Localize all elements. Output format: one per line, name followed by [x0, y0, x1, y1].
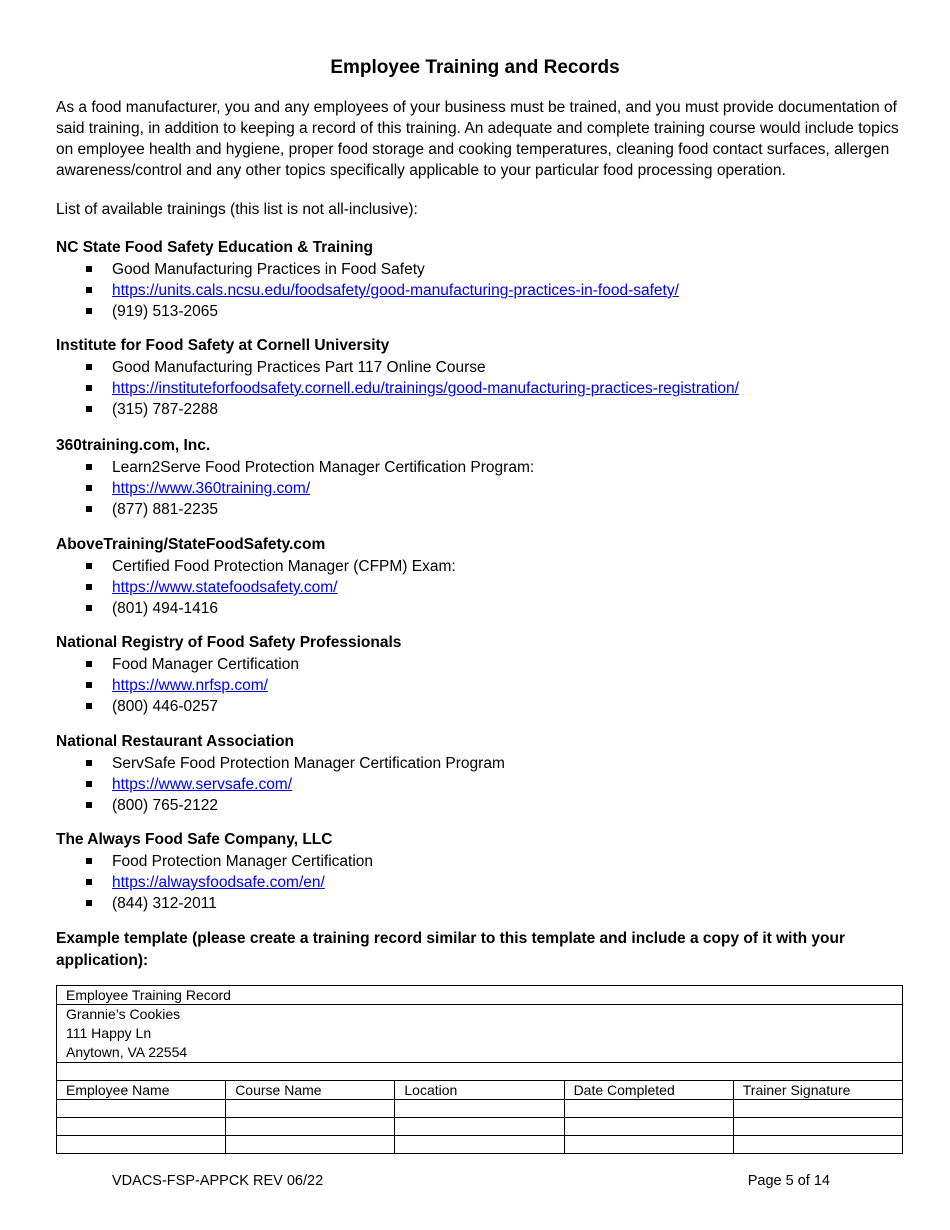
provider-name: NC State Food Safety Education & Training [56, 239, 373, 256]
column-header: Date Completed [564, 1081, 733, 1100]
list-item [56, 893, 906, 914]
column-header: Location [395, 1081, 564, 1100]
table-row [57, 1118, 903, 1136]
example-heading: Example template (please create a training record similar to this template and include a copy of it with your application): [56, 930, 845, 969]
table-cell [57, 1100, 226, 1118]
table-cell [395, 1136, 564, 1154]
form-id: VDACS-FSP-APPCK REV 06/22 [112, 1173, 324, 1189]
bullet-icon [86, 364, 92, 370]
table-cell [564, 1136, 733, 1154]
table-cell [733, 1118, 902, 1136]
course-name: Food Protection Manager Certification [112, 853, 374, 870]
intro-paragraph: As a food manufacturer, you and any employees of your business must be trained, and you must provide documentation of said training, in addition to keeping a record of this training. An adequate and complete training course would include topics on employee health and hygiene, proper food storage and cooking temperatures, cleaning food contact surfaces, allergen awareness/control and any other topics specifically applicable to your particular food processing operation. [56, 99, 899, 179]
bullet-icon [86, 506, 92, 512]
list-item [56, 577, 906, 598]
course-name: Certified Food Protection Manager (CFPM) Exam: [112, 558, 456, 575]
page-title: Employee Training and Records [330, 57, 620, 78]
provider-alwaysfoodsafe [56, 830, 906, 914]
training-record-table [56, 985, 903, 1154]
list-item [56, 774, 906, 795]
bullet-icon [86, 802, 92, 808]
list-item [56, 851, 906, 872]
business-name: Grannie’s Cookies [66, 1006, 181, 1022]
column-header: Trainer Signature [733, 1081, 902, 1100]
provider-servsafe [56, 732, 906, 816]
provider-link[interactable]: https://www.statefoodsafety.com/ [112, 579, 338, 596]
table-cell [57, 1136, 226, 1154]
provider-link[interactable]: https://www.servsafe.com/ [112, 776, 293, 793]
list-item [56, 598, 906, 619]
list-item [56, 280, 906, 301]
record-title: Employee Training Record [57, 986, 903, 1005]
bullet-icon [86, 682, 92, 688]
provider-name: Institute for Food Safety at Cornell University [56, 337, 390, 354]
bullet-icon [86, 266, 92, 272]
phone-number: (877) 881-2235 [112, 501, 218, 518]
list-item [56, 753, 906, 774]
bullet-icon [86, 858, 92, 864]
phone-number: (800) 765-2122 [112, 797, 218, 814]
bullet-icon [86, 385, 92, 391]
table-header-row [57, 1081, 903, 1100]
phone-number: (844) 312-2011 [112, 895, 217, 912]
course-name: ServSafe Food Protection Manager Certification Program [112, 755, 505, 772]
list-item [56, 795, 906, 816]
provider-statefoodsafety [56, 535, 906, 619]
table-cell [395, 1118, 564, 1136]
phone-number: (801) 494-1416 [112, 600, 218, 617]
bullet-icon [86, 605, 92, 611]
provider-link[interactable]: https://instituteforfoodsafety.cornell.edu/trainings/good-manufacturing-practices-registration/ [112, 380, 739, 397]
course-name: Good Manufacturing Practices in Food Safety [112, 261, 425, 278]
table-cell [395, 1100, 564, 1118]
column-header: Employee Name [57, 1081, 226, 1100]
provider-name: 360training.com, Inc. [56, 437, 211, 454]
course-name: Learn2Serve Food Protection Manager Certification Program: [112, 459, 535, 476]
bullet-icon [86, 308, 92, 314]
business-address [57, 1005, 903, 1063]
table-row [57, 1136, 903, 1154]
bullet-icon [86, 703, 92, 709]
list-intro: List of available trainings (this list is not all-inclusive): [56, 201, 418, 218]
list-item [56, 675, 906, 696]
table-cell [733, 1100, 902, 1118]
list-item [56, 399, 906, 420]
spacer-row [57, 1063, 903, 1081]
list-item [56, 357, 906, 378]
provider-link[interactable]: https://www.360training.com/ [112, 480, 311, 497]
provider-link[interactable]: https://alwaysfoodsafe.com/en/ [112, 874, 325, 891]
list-item [56, 499, 906, 520]
table-cell [57, 1118, 226, 1136]
address-line1: 111 Happy Ln [66, 1025, 152, 1041]
page-number: Page 5 of 14 [747, 1173, 830, 1189]
list-item [56, 556, 906, 577]
list-item [56, 654, 906, 675]
course-name: Good Manufacturing Practices Part 117 Online Course [112, 359, 486, 376]
provider-ncsu [56, 238, 906, 322]
provider-link[interactable]: https://units.cals.ncsu.edu/foodsafety/good-manufacturing-practices-in-food-safety/ [112, 282, 679, 299]
column-header: Course Name [226, 1081, 395, 1100]
list-item [56, 301, 906, 322]
phone-number: (919) 513-2065 [112, 303, 218, 320]
address-line2: Anytown, VA 22554 [66, 1044, 188, 1060]
provider-link[interactable]: https://www.nrfsp.com/ [112, 677, 268, 694]
bullet-icon [86, 584, 92, 590]
provider-name: National Restaurant Association [56, 733, 295, 750]
bullet-icon [86, 760, 92, 766]
phone-number: (315) 787-2288 [112, 401, 218, 418]
table-cell [226, 1100, 395, 1118]
provider-name: AboveTraining/StateFoodSafety.com [56, 536, 326, 553]
course-name: Food Manager Certification [112, 656, 299, 673]
provider-name: National Registry of Food Safety Professionals [56, 634, 402, 651]
list-item [56, 872, 906, 893]
table-cell [733, 1136, 902, 1154]
table-cell [226, 1118, 395, 1136]
bullet-icon [86, 900, 92, 906]
provider-nrfsp [56, 633, 906, 717]
provider-name: The Always Food Safe Company, LLC [56, 831, 333, 848]
table-cell [564, 1100, 733, 1118]
table-cell [226, 1136, 395, 1154]
bullet-icon [86, 464, 92, 470]
list-item [56, 696, 906, 717]
bullet-icon [86, 406, 92, 412]
provider-360training [56, 436, 906, 520]
table-cell [564, 1118, 733, 1136]
bullet-icon [86, 781, 92, 787]
phone-number: (800) 446-0257 [112, 698, 218, 715]
list-item [56, 259, 906, 280]
list-item [56, 457, 906, 478]
list-item [56, 478, 906, 499]
bullet-icon [86, 563, 92, 569]
bullet-icon [86, 879, 92, 885]
table-row [57, 1100, 903, 1118]
bullet-icon [86, 287, 92, 293]
bullet-icon [86, 661, 92, 667]
provider-cornell [56, 336, 906, 420]
list-item [56, 378, 906, 399]
bullet-icon [86, 485, 92, 491]
